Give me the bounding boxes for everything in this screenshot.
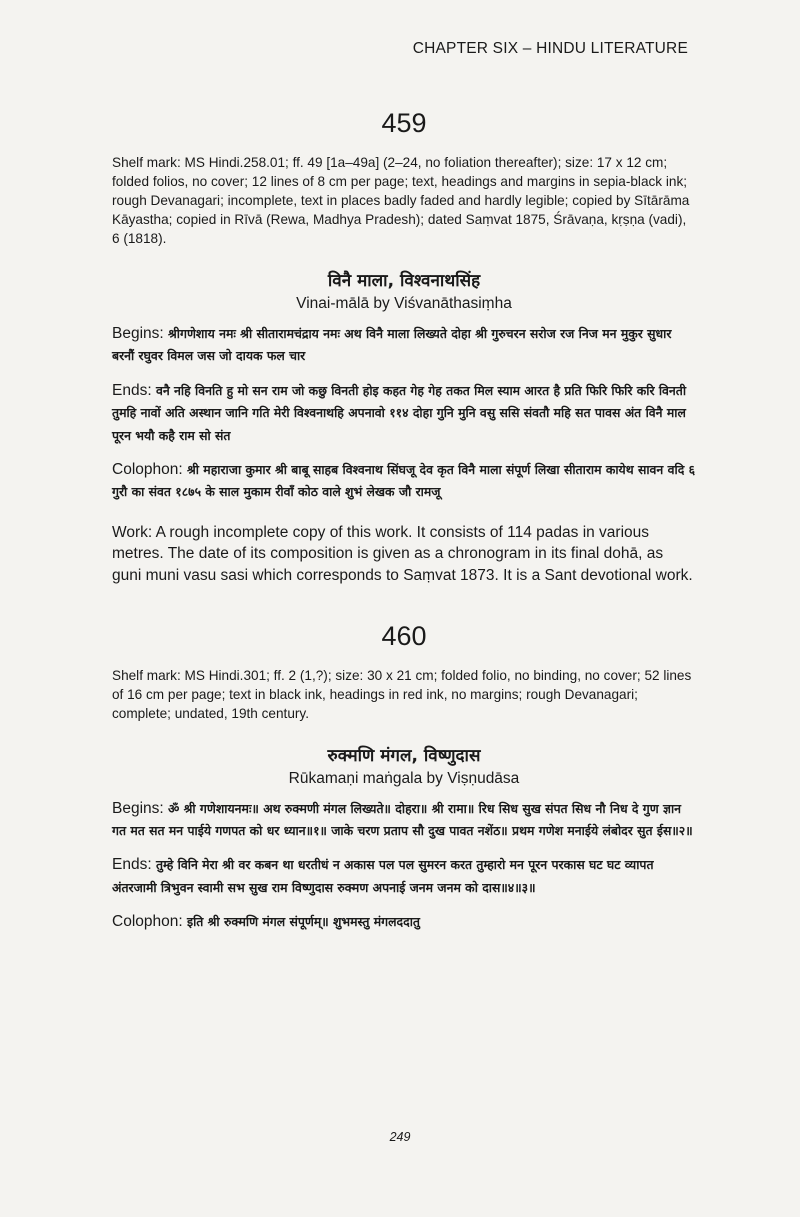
- begins-text: ॐ श्री गणेशायनमः॥ अथ रुक्मणी मंगल लिख्यते॥ दोहरा॥ श्री रामा॥ रिध सिध सुख संपत सिध नौ निध दे गुण ज्ञान गत मत सत मन पाईये गणपत को धर ध्यान॥१॥ जाके चरण प्रताप सौ दुख पावत नशेंठ॥ प्रथम गणेश मनाईये लंबोदर सुत ईस॥२॥: [112, 800, 693, 839]
- colophon-section: [112, 459, 696, 504]
- colophon-text: इति श्री रुक्मणि मंगल संपूर्णम्॥ शुभमस्तु मंगलददातु: [186, 914, 420, 930]
- title-devanagari: रुक्मणि मंगल, विष्णुदास: [327, 745, 481, 766]
- ends-label: Ends:: [112, 856, 152, 874]
- shelf-mark: Shelf mark: MS Hindi.258.01; ff. 49 [1a–49a] (2–24, no foliation thereafter); size: 17 x 12 cm; folded folios, no cover; 12 lines of 8 cm per page; text, headings and margins in sepia-black ink; rough Devanagari; incomplete, text in places badly faded and hardly legible; copied by Sītārāma Kāyastha; copied in Rīvā (Rewa, Madhya Pradesh); dated Saṃvat 1875, Śrāvaṇa, kṛṣṇa (vadi), 6 (1818).: [112, 155, 690, 246]
- title-romanized: Rūkamaṇi maṅgala by Viṣṇudāsa: [288, 769, 520, 787]
- work-description: Work: A rough incomplete copy of this work. It consists of 114 padas in various metres. The date of its composition is given as a chronogram in its final dohā, as guni muni vasu sasi which corresponds to Saṃvat 1873. It is a Sant devotional work.: [112, 523, 693, 585]
- ends-section: [112, 380, 696, 447]
- begins-text: श्रीगणेशाय नमः श्री सीतारामचंद्राय नमः अथ विनै माला लिख्यते दोहा श्री गुरुचरन सरोज रज निज मन मुकुर सुधार बरनौं रघुवर विमल जस जो दायक फल चार: [112, 326, 672, 364]
- shelf-mark: Shelf mark: MS Hindi.301; ff. 2 (1,?); size: 30 x 21 cm; folded folio, no binding, no cover; 52 lines of 16 cm per page; text in black ink, headings in red ink, no margins; rough Devanagari; complete; undated, 19th century.: [112, 667, 692, 721]
- ends-text: वनै नहि विनति हु मो सन राम जो कछु विनती होइ कहत गेह गेह तकत मिल स्याम आरत है प्रति फिरि फिरि करि विनती तुमहि नावों अति अस्थान जानि गति मेरी विश्वनाथहि अपनावो ११४ दोहा गुनि मुनि वसु ससि संवतौ महि सत पावस अंत विनै माल पूरन भयौ कहै राम सो संत: [112, 382, 687, 443]
- catalogue-entry-459: [112, 108, 696, 587]
- colophon-label: Colophon:: [112, 461, 183, 479]
- ends-text: तुम्हे विनि मेरा श्री वर कबन था धरतीधं न अकास पल पल सुमरन करत तुम्हारो मन पूरन परकास घट घट व्यापत अंतरजामी त्रिभुवन स्वामी सभ सुख राम विष्णुदास रुक्मण अपनाई जनम जनम को दास॥४॥३॥: [112, 857, 654, 895]
- entry-number: 460: [381, 620, 427, 651]
- page-content: [112, 108, 696, 946]
- colophon-text: श्री महाराजा कुमार श्री बाबू साहब विश्वनाथ सिंघजू देव कृत विनै माला संपूर्ण लिखा सीताराम कायेथ सावन वदि ६ गुरौ का संवत १८७५ के साल मुकाम रीवाँ कोठ वाले शुभं लेखक जौ रामजू: [112, 462, 696, 500]
- begins-section: [112, 798, 696, 843]
- begins-label: Begins:: [112, 325, 164, 342]
- page-number: 249: [389, 1130, 411, 1144]
- title-romanized: Vinai-mālā by Viśvanāthasiṃha: [296, 295, 512, 312]
- colophon-section: [112, 911, 696, 933]
- entry-number: 459: [381, 108, 427, 138]
- begins-section: [112, 323, 696, 368]
- title-devanagari: विनै माला, विश्वनाथसिंह: [327, 271, 481, 291]
- colophon-label: Colophon:: [112, 913, 183, 931]
- running-header: CHAPTER SIX – HINDU LITERATURE: [412, 40, 688, 57]
- begins-label: Begins:: [112, 799, 164, 817]
- ends-label: Ends:: [112, 381, 152, 399]
- ends-section: [112, 854, 696, 899]
- catalogue-entry-460: [112, 621, 696, 934]
